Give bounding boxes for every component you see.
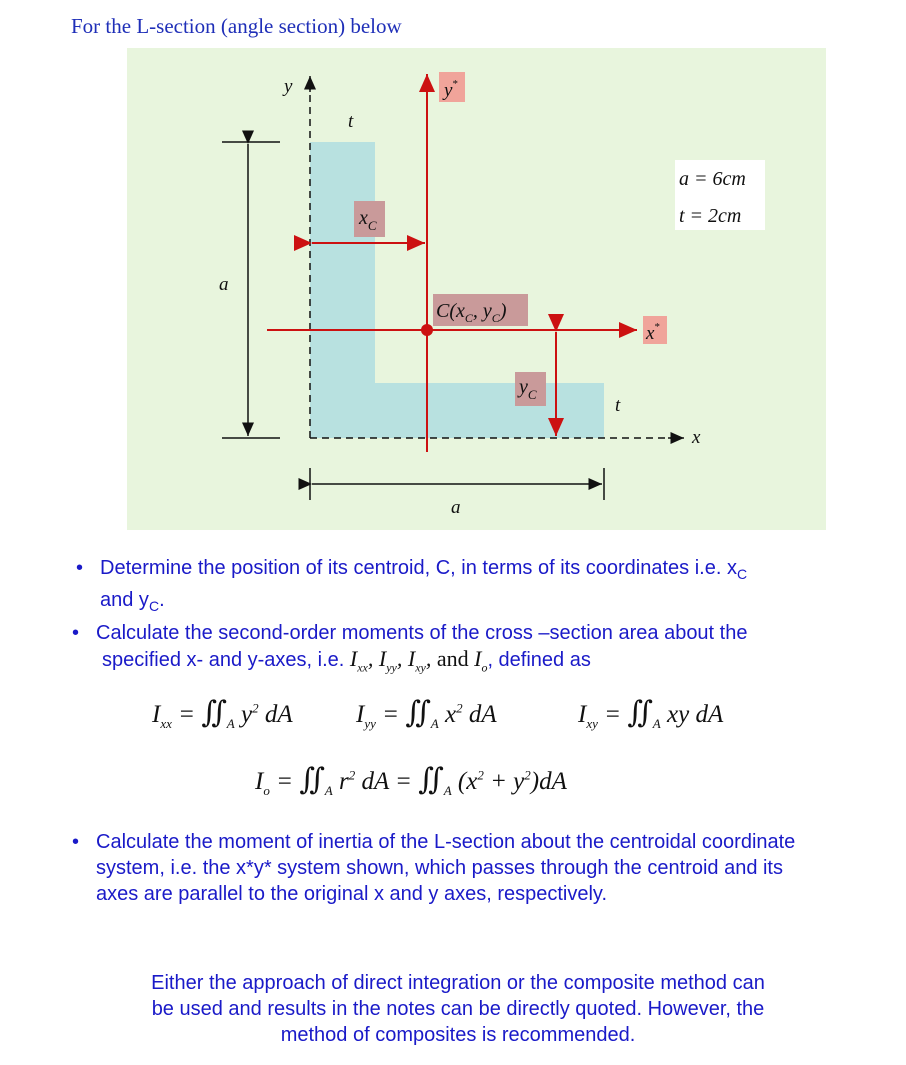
bullet-1-text-2: and y [100,589,149,611]
bullet-3 [72,829,876,907]
y-star-letter: y [444,80,453,101]
bullet-1-text: Determine the position of its centroid, C, in terms of its coordinates i.e. x [100,557,737,579]
x-axis-label: x [692,427,701,448]
bullet-1-sub-1: C [736,566,748,582]
centroid-end: ) [499,300,507,322]
x-star-superscript: * [654,321,660,333]
bullet-2-and: and [436,646,469,671]
y-star-superscript: * [452,78,458,90]
centroid-mid: , y [472,300,492,322]
bullet-2 [72,620,866,680]
bullet-2-line-1: Calculate the second-order moments of the cross –section area about the [96,622,748,644]
equation-ixx: $I_{xx}$ = $∬_A$ $y^2$ dA [152,696,293,731]
note-line-3: method of composites is recommended. [280,1024,636,1046]
centroid-sub-2: C [491,311,500,325]
note-line-2: be used and results in the notes can be directly quoted. However, the [151,998,765,1020]
bullet-3-line-1: Calculate the moment of inertia of the L-section about the centroidal coordinate [96,831,796,853]
thickness-top-label: t [348,111,354,132]
bullet-2-math: $I_{xx}$, $I_{yy}$, $I_{xy}$, [349,646,437,675]
dim-a-left-label: a [219,274,229,295]
bullet-dot: • [72,831,80,853]
bullet-dot: • [72,622,80,644]
dim-a-bottom-label: a [451,497,461,518]
bullet-3-line-2: system, i.e. the x*y* system shown, which passes through the centroid and its [96,857,783,879]
bullet-2-line-2a: specified x- and y-axes, i.e. [102,649,350,671]
bullet-1-text-3: . [159,589,165,611]
xc-letter: x [359,207,368,229]
heading: For the L-section (angle section) below [71,14,402,38]
bullet-1 [76,555,860,619]
equation-io: $I_o$ = $∬_A$ $r^2$ dA = $∬_A$ $(x^2 + y^2)dA$ [255,763,567,798]
x-star-letter: x [646,323,655,344]
bullet-1-sub-2: C [148,598,160,614]
bullet-3-line-3: axes are parallel to the original x and y axes, respectively. [96,883,608,905]
centroid-text: C(x [436,300,465,322]
y-axis-label: y [284,76,293,97]
equation-iyy: $I_{yy}$ = $∬_A$ $x^2$ dA [356,696,497,731]
figure-background [127,48,826,530]
equation-ixy: $I_{xy}$ = $∬_A$ xy dA [578,696,724,731]
xc-subscript: C [367,218,377,233]
note-line-1: Either the approach of direct integration or the composite method can [151,972,765,994]
bullet-2-math-io: $I_o$ [468,646,488,675]
yc-letter: y [519,376,528,398]
thickness-right-label: t [615,395,621,416]
param-a-value: a = 6cm [679,168,746,190]
centroid-sub-1: C [464,311,473,325]
bullet-2-line-2b: , defined as [487,649,591,671]
centroid-point [421,324,433,336]
param-t-value: t = 2cm [679,205,742,227]
bullet-dot: • [76,557,84,579]
method-note [100,970,816,1048]
yc-subscript: C [527,387,537,402]
